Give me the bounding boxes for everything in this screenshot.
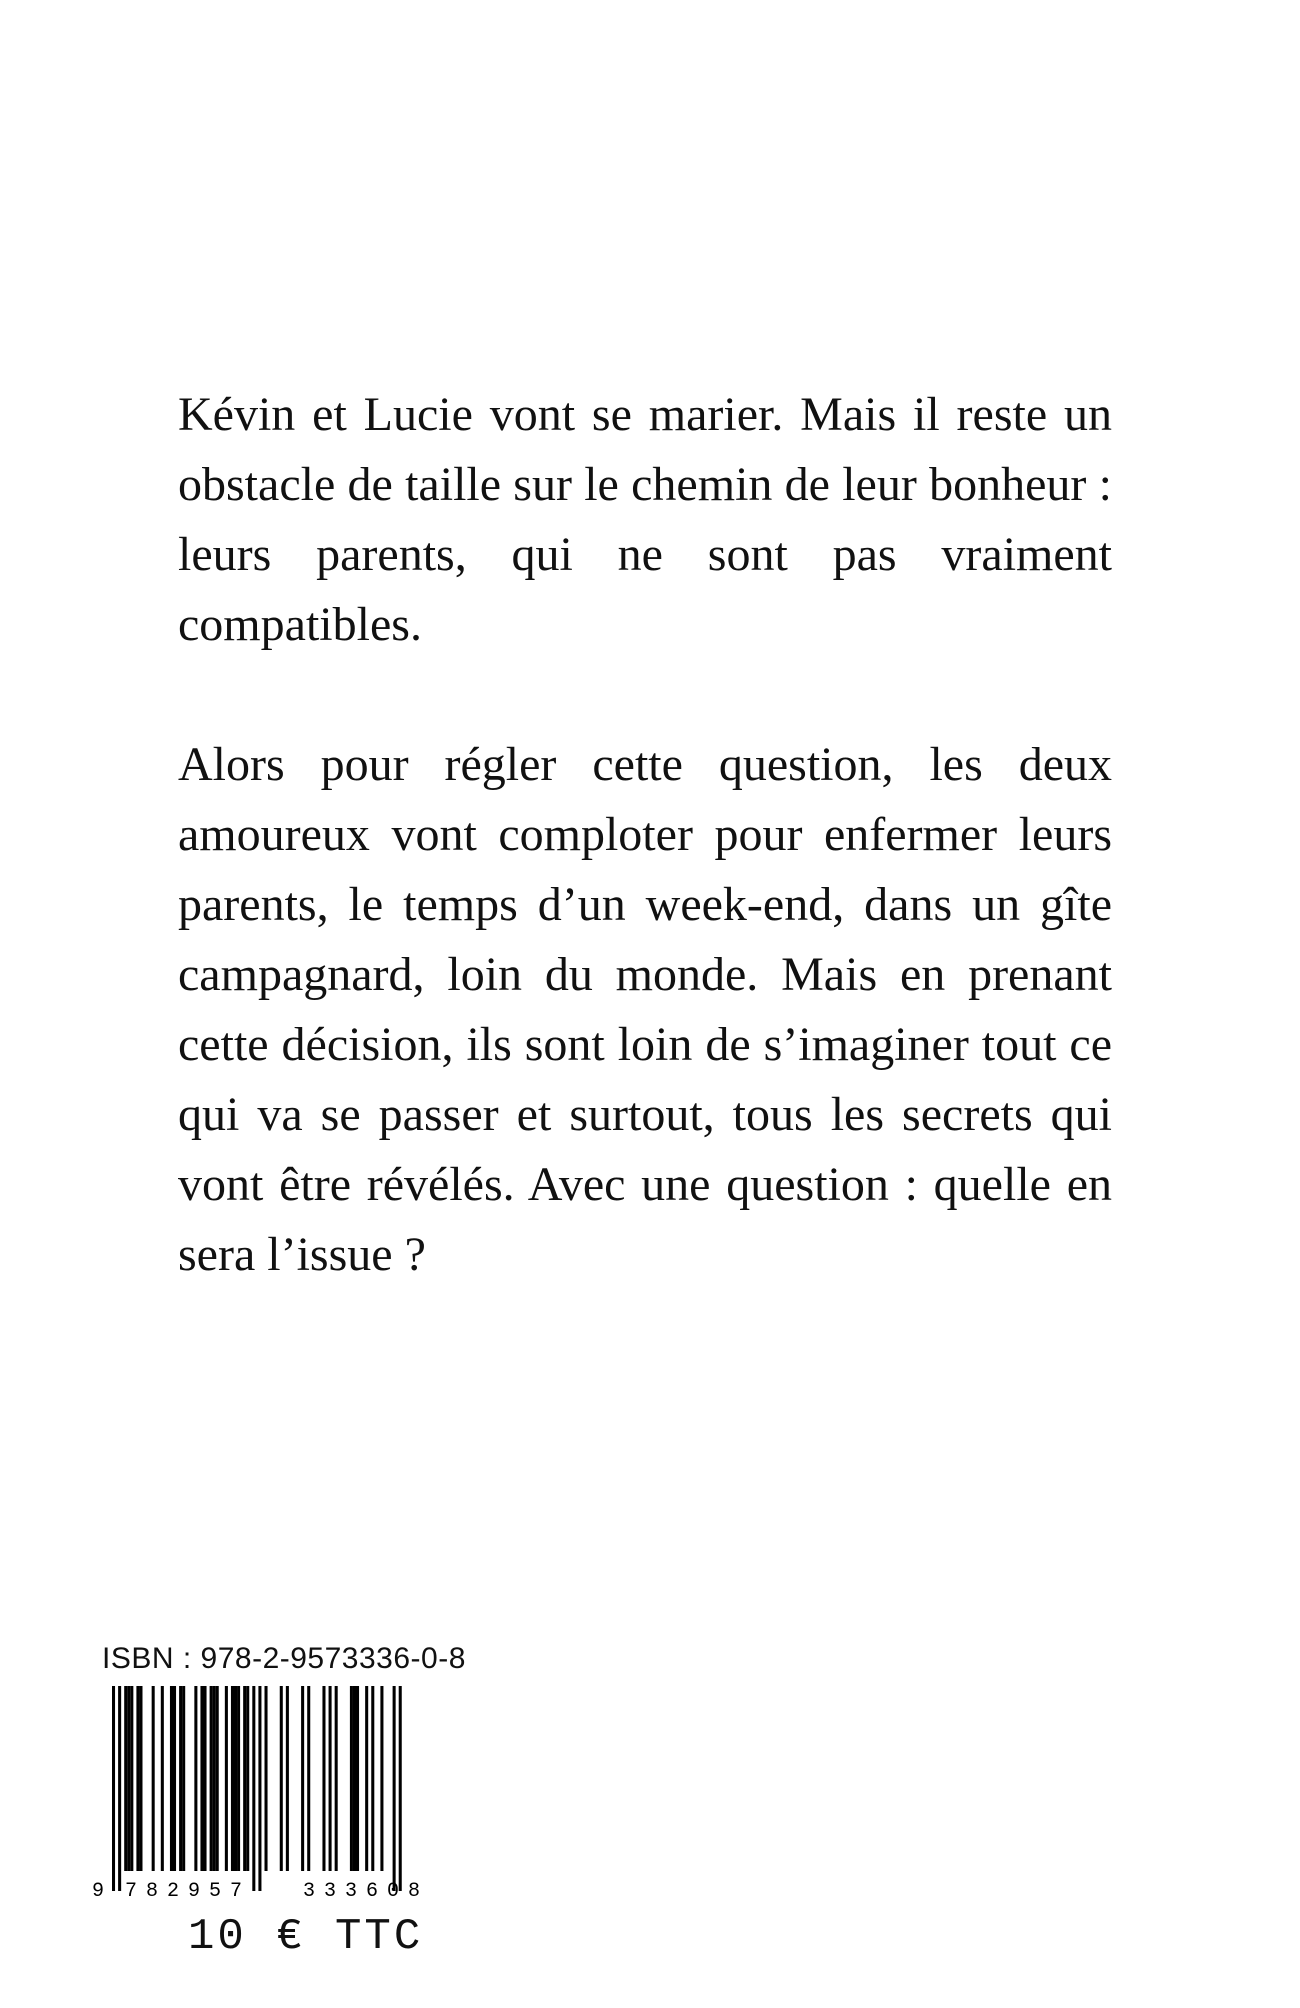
barcode-lead-digit: 9 (92, 1880, 105, 1903)
isbn-label: ISBN : 978-2-9573336-0-8 (102, 1642, 466, 1675)
barcode-bar (200, 1686, 203, 1871)
barcode-bar (258, 1686, 261, 1891)
barcode-bar (136, 1686, 139, 1871)
barcode-bar (335, 1686, 338, 1871)
barcode-bar (127, 1686, 130, 1871)
barcode-bar (231, 1686, 234, 1871)
barcode-bar (350, 1686, 353, 1871)
barcode-bar (234, 1686, 237, 1871)
blurb-paragraph-1: Kévin et Lucie vont se marier. Mais il reste un obstacle de taille sur le chemin de leur bonheur : leurs parents, qui ne sont pas vraiment compatibles. (178, 388, 1112, 651)
barcode-bar (301, 1686, 304, 1871)
barcode-bar (210, 1686, 213, 1871)
barcode-bar (179, 1686, 182, 1871)
back-cover-blurb (178, 380, 1112, 1290)
barcode-bar (225, 1686, 228, 1871)
barcode (92, 1686, 502, 1904)
barcode-left-digits: 782957 (125, 1880, 252, 1903)
barcode-bar (246, 1686, 249, 1871)
barcode-bar (371, 1686, 374, 1871)
barcode-bar (243, 1686, 246, 1871)
barcode-bar (139, 1686, 142, 1871)
barcode-bar (130, 1686, 133, 1871)
barcode-bar (380, 1686, 383, 1871)
barcode-bar (280, 1686, 283, 1871)
barcode-bar (124, 1686, 127, 1871)
barcode-bar (307, 1686, 310, 1871)
barcode-bar (161, 1686, 164, 1871)
barcode-bar (237, 1686, 240, 1871)
barcode-bar (286, 1686, 289, 1871)
barcode-bar (182, 1686, 185, 1871)
barcode-bar (265, 1686, 268, 1871)
barcode-bar (170, 1686, 173, 1871)
barcode-bar (356, 1686, 359, 1871)
barcode-bar (112, 1686, 115, 1891)
barcode-bar (173, 1686, 176, 1871)
barcode-right-digits: 333608 (303, 1880, 430, 1903)
barcode-bar (329, 1686, 332, 1871)
barcode-bar (353, 1686, 356, 1871)
barcode-graphic (92, 1686, 502, 1904)
barcode-bar (252, 1686, 255, 1891)
barcode-bar (399, 1686, 402, 1891)
barcode-bar (216, 1686, 219, 1871)
blurb-paragraph-2: Alors pour régler cette question, les deux amoureux vont comploter pour enfermer leurs parents, le temps d’un week-end, dans un gîte campagnard, loin du monde. Mais en prenant cette décision, ils sont loin de s’imaginer tout ce qui va se passer et surtout, tous les secrets qui vont être révélés. Avec une question : quelle en sera l’issue ? (178, 738, 1112, 1281)
barcode-bar (204, 1686, 207, 1871)
barcode-bar (152, 1686, 155, 1871)
barcode-bar (393, 1686, 396, 1891)
barcode-bar (322, 1686, 325, 1871)
barcode-bar (213, 1686, 216, 1871)
barcode-bar (365, 1686, 368, 1871)
barcode-bar (194, 1686, 197, 1871)
price-label: 10 € TTC (188, 1912, 424, 1962)
barcode-bar (118, 1686, 121, 1891)
isbn-block (92, 1642, 512, 1972)
